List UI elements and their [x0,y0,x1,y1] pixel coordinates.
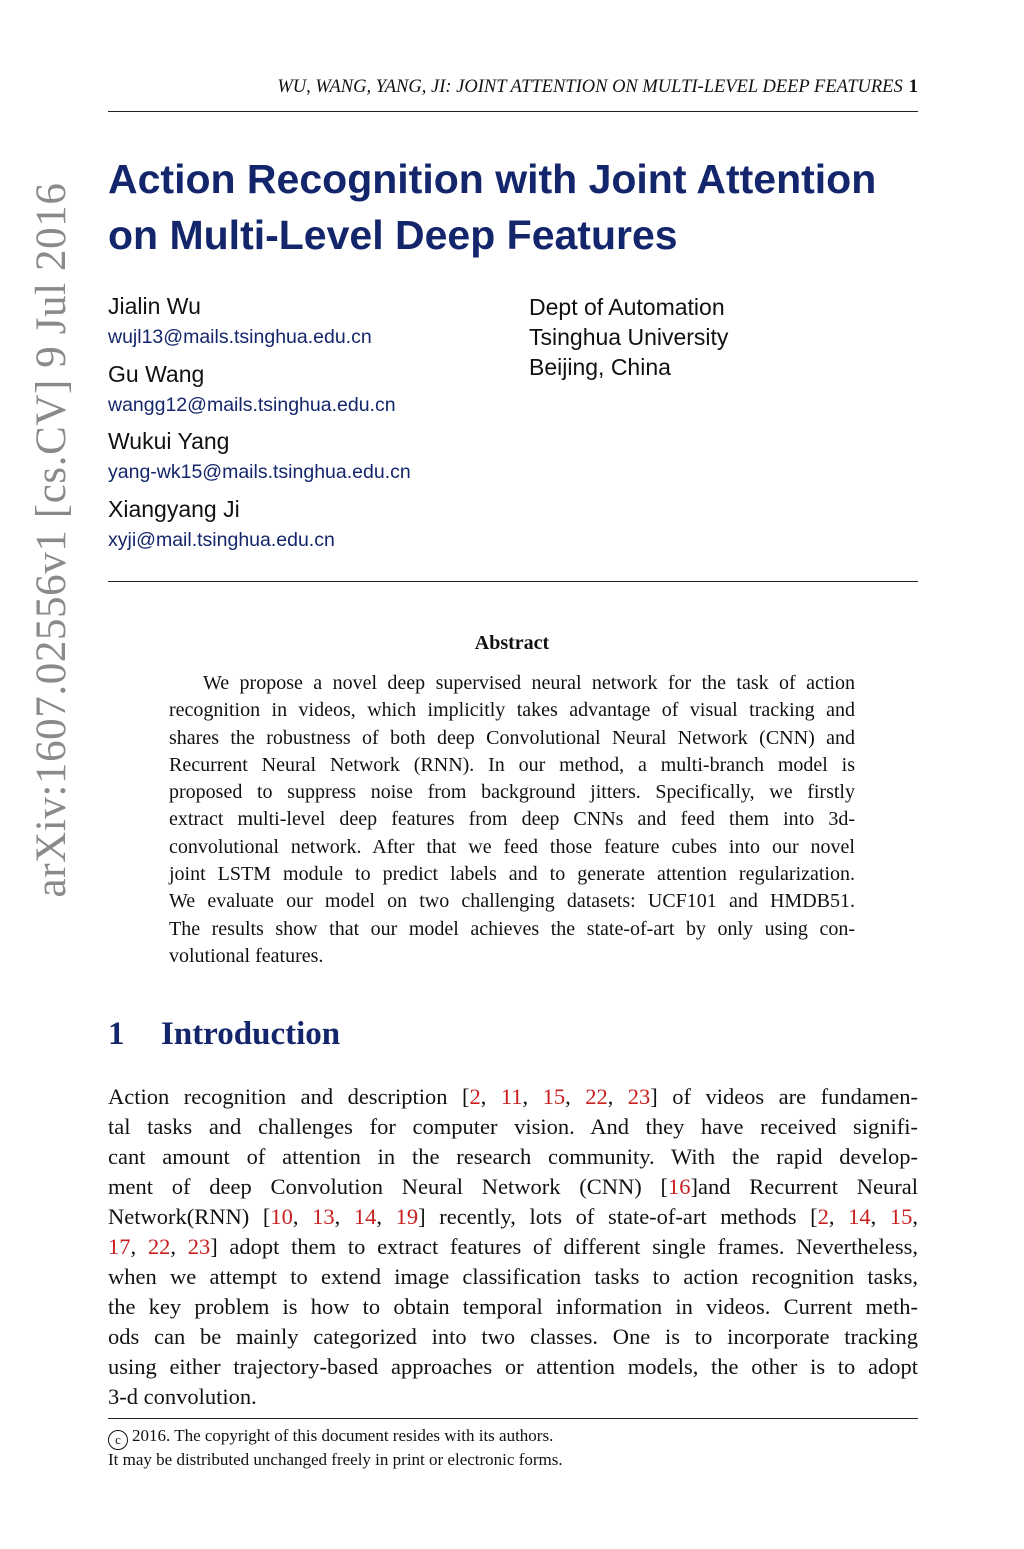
distribution-notice: It may be distributed unchanged freely in print or electronic forms. [108,1450,563,1469]
intro-line: cant amount of attention in the research community. With the rapid develop- [108,1144,918,1169]
intro-line: using either trajectory-based approaches or attention models, the other is to adopt [108,1354,918,1379]
citation-link[interactable]: 19 [395,1204,419,1229]
title-block-rule [108,581,918,582]
text-run: Action recognition and description [ [108,1084,470,1109]
intro-paragraph [108,1082,918,1412]
text-run: , [376,1204,396,1229]
abstract-line: The results show that our model achieves the state-of-art by only using con- [169,917,855,940]
title-line-1: Action Recognition with Joint Attention [108,156,877,202]
abstract-line: convolutional network. After that we feed those feature cubes into our novel [169,835,855,858]
citation-link[interactable]: 17 [108,1234,131,1259]
text-run: ] of videos are fundamen- [650,1084,919,1109]
text-run: ] recently, lots of state-of-art methods [ [418,1204,818,1229]
arxiv-identifier-stamp: arXiv:1607.02556v1 [cs.CV] 9 Jul 2016 [28,182,75,898]
intro-line: 3-d convolution. [108,1384,257,1409]
intro-line: the key problem is how to obtain temporal information in videos. Current meth- [108,1294,918,1319]
intro-line: tal tasks and challenges for computer vision. And they have received signifi- [108,1114,918,1139]
running-head-text: WU, WANG, YANG, JI: JOINT ATTENTION ON MULTI-LEVEL DEEP FEATURES [277,77,903,97]
intro-line [108,1172,918,1202]
abstract-line: volutional features. [169,944,324,967]
text-run: , [130,1234,148,1259]
text-run: , [522,1084,543,1109]
affiliation-line: Tsinghua University [529,324,729,350]
text-run: , [292,1204,313,1229]
author-email[interactable]: wujl13@mails.tsinghua.edu.cn [108,326,372,348]
text-run: , [607,1084,628,1109]
intro-line: when we attempt to extend image classification tasks to action recognition tasks, [108,1264,918,1289]
citation-link[interactable]: 22 [585,1084,608,1109]
section-number: 1 [108,1016,125,1052]
citation-link[interactable]: 23 [187,1234,211,1259]
text-run: , [870,1204,890,1229]
text-run: , [565,1084,586,1109]
author-name: Xiangyang Ji [108,496,240,522]
abstract-line: joint LSTM module to predict labels and to generate attention regularization. [169,863,855,886]
citation-link[interactable]: 11 [500,1084,523,1109]
footer-rule [108,1418,918,1419]
abstract-line: proposed to suppress noise from background jitters. Specifically, we firstly [169,781,855,804]
citation-link[interactable]: 15 [889,1204,913,1229]
section-title: Introduction [161,1016,341,1052]
affiliation-line: Dept of Automation [529,294,725,320]
abstract-body [169,670,855,970]
citation-link[interactable]: 14 [353,1204,377,1229]
abstract-line: extract multi-level deep features from deep CNNs and feed them into 3d- [169,808,855,831]
running-head [108,77,918,98]
abstract-line: Recurrent Neural Network (RNN). In our method, a multi-branch model is [169,753,855,776]
citation-link[interactable]: 2 [469,1084,481,1109]
affiliation-block [529,292,728,382]
text-run: , [912,1204,919,1229]
citation-link[interactable]: 23 [627,1084,651,1109]
abstract-heading: Abstract [474,632,550,654]
affiliation-line: Beijing, China [529,354,671,380]
author-name: Gu Wang [108,361,205,387]
abstract-line: recognition in videos, which implicitly takes advantage of visual tracking and [169,699,855,722]
copyright-text: 2016. The copyright of this document resides with its authors. [132,1426,554,1445]
copyright-line [108,1424,553,1450]
text-run: , [480,1084,501,1109]
section-heading [108,1016,340,1053]
abstract-line: shares the robustness of both deep Convolutional Neural Network (CNN) and [169,726,855,749]
abstract-line: We propose a novel deep supervised neural network for the task of action [203,672,855,694]
citation-link[interactable]: 22 [147,1234,171,1259]
citation-link[interactable]: 16 [668,1174,691,1199]
abstract-line: We evaluate our model on two challenging datasets: UCF101 and HMDB51. [169,890,855,913]
author-name: Jialin Wu [108,293,201,319]
author-email[interactable]: xyji@mail.tsinghua.edu.cn [108,529,335,551]
intro-line: ods can be mainly categorized into two classes. One is to incorporate tracking [108,1324,918,1349]
citation-link[interactable]: 15 [542,1084,566,1109]
paper-title [108,151,923,263]
page-number: 1 [908,77,918,97]
author-name: Wukui Yang [108,428,230,454]
text-run: , [334,1204,354,1229]
intro-line [108,1232,918,1262]
intro-line [108,1202,918,1232]
author-email[interactable]: yang-wk15@mails.tsinghua.edu.cn [108,461,411,483]
copyright-icon: c [108,1430,128,1450]
citation-link[interactable]: 2 [817,1204,829,1229]
intro-line [108,1082,918,1112]
text-run: , [828,1204,849,1229]
header-rule [108,111,918,112]
text-run: ] adopt them to extract features of different single frames. Nevertheless, [210,1234,919,1259]
text-run: Network(RNN) [ [108,1204,271,1229]
text-run: ment of deep Convolution Neural Network (CNN) [ [108,1174,669,1199]
author-email[interactable]: wangg12@mails.tsinghua.edu.cn [108,394,396,416]
title-line-2: on Multi-Level Deep Features [108,212,678,258]
text-run: ]and Recurrent Neural [690,1174,918,1199]
citation-link[interactable]: 10 [270,1204,293,1229]
text-run: , [170,1234,188,1259]
citation-link[interactable]: 13 [312,1204,335,1229]
citation-link[interactable]: 14 [848,1204,871,1229]
